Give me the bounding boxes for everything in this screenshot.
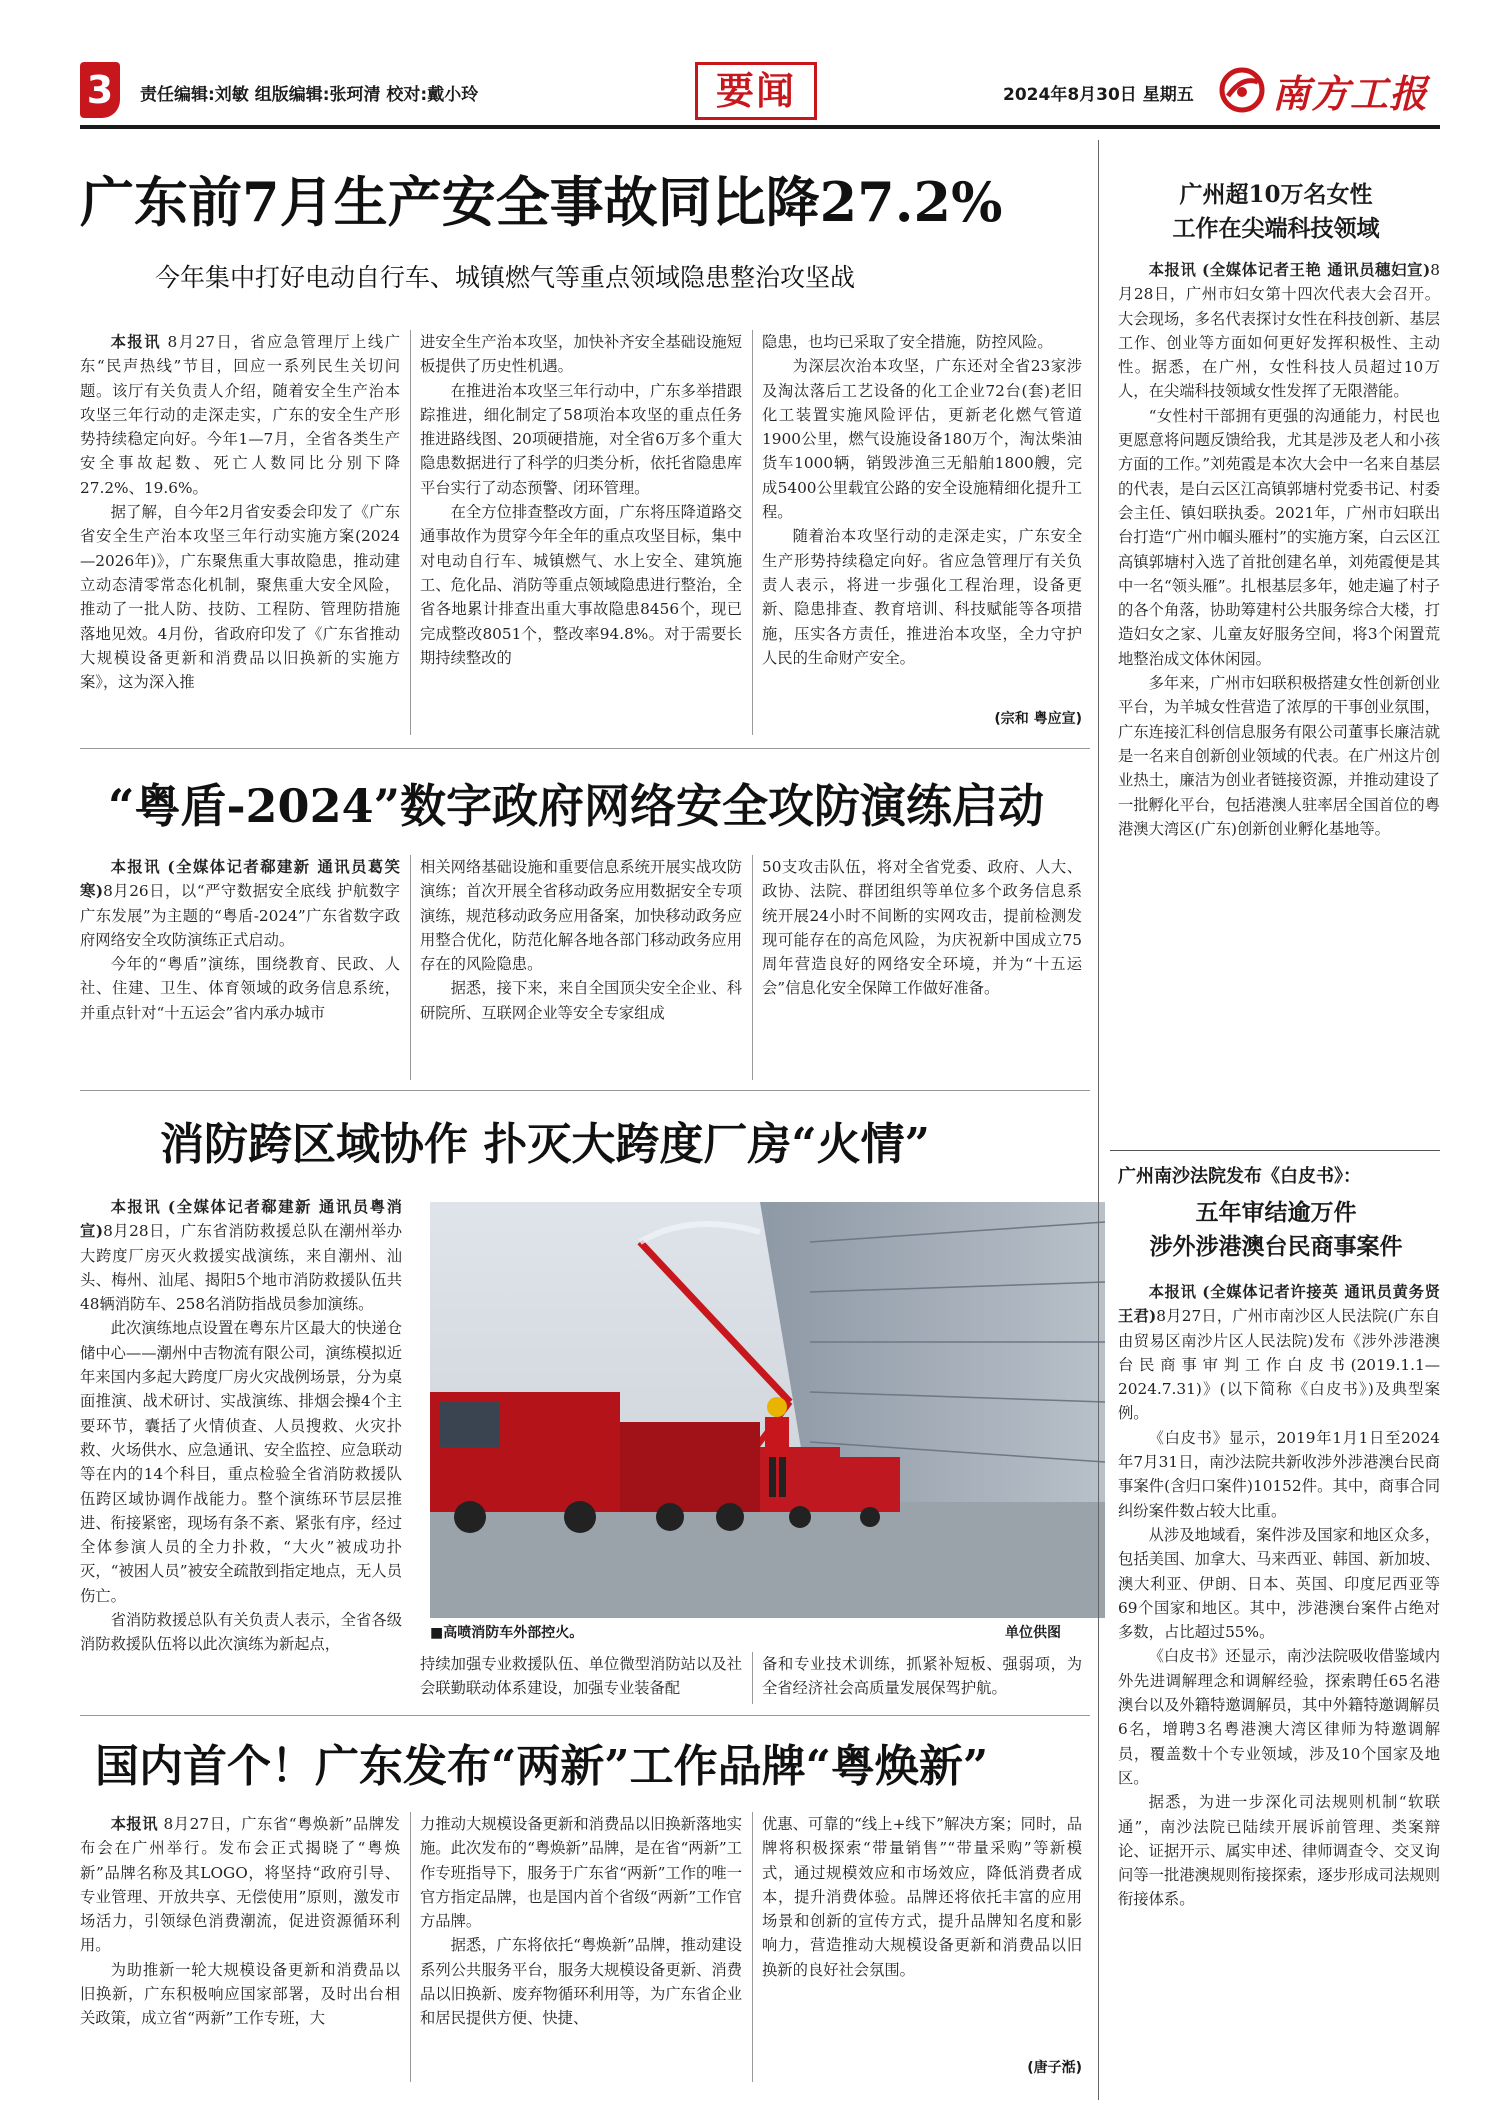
sidebar2-byline: (全媒体记者许接英 通讯员黄务贤 王君) — [1118, 1283, 1440, 1326]
sidebar1-title-line1: 广州超10万名女性 — [1179, 181, 1373, 208]
photo-credit: 单位供图 — [1005, 1625, 1061, 1641]
sidebar1-title-line2: 工作在尖端科技领域 — [1172, 215, 1380, 242]
article1-col1-p1: 8月27日，省应急管理厅上线广东“民声热线”节目，回应一系列民生关切问题。该厅有关负责人介绍，随着安全生产治本攻坚三年行动的走深走实，广东的安全生产形势持续稳定向好。今年1—7月，全省各类生产安全事故起数、死亡人数同比分别下降27.2%、19.6%。 — [80, 333, 400, 497]
article2-col1 — [80, 855, 400, 1025]
article1-col3 — [762, 330, 1082, 670]
article2-col1-p1: 8月26日，以“严守数据安全底线 护航数字广东发展”为主题的“粤盾-2024”广东省数字政府网络安全攻防演练正式启动。 — [80, 882, 400, 949]
column-divider — [752, 1652, 753, 1704]
article4-col1-p1: 8月27日，广东省“粤焕新”品牌发布会在广州举行。发布会正式揭晓了“粤焕新”品牌名称及其LOGO，将坚持“政府引导、专业管理、开放共享、无偿使用”原则，激发市场活力，引领绿色消费潮流，促进资源循环利用。 — [80, 1815, 400, 1955]
column-divider — [410, 855, 411, 1080]
article2-headline: “粤盾-2024”数字政府网络安全攻防演练启动 — [108, 779, 1045, 833]
article1-lead: 本报讯 — [110, 333, 162, 351]
sidebar2-title — [1112, 1196, 1440, 1264]
article1-headline: 广东前7月生产安全事故同比降27.2% — [80, 170, 1003, 234]
article3-lead: 本报讯 — [110, 1198, 162, 1216]
header-rule — [80, 125, 1440, 129]
article4-col2-p2: 据悉，广东将依托“粤焕新”品牌，推动建设系列公共服务平台，服务大规模设备更新、消费品以旧换新、废弃物循环利用等，为广东省企业和居民提供方便、快捷、 — [420, 1936, 742, 2028]
column-divider — [410, 1812, 411, 2082]
article1-col2-p3: 在全方位排查整改方面，广东将压降道路交通事故作为贯穿今年全年的重点攻坚目标，集中对电动自行车、城镇燃气、水上安全、建筑施工、危化品、消防等重点领域隐患进行整治，全省各地累计排查出重大事故隐患8456个，现已完成整改8051个，整改率94.8%。对于需要长期持续整改的 — [420, 503, 742, 667]
article3-col2-tail: 持续加强专业救援队伍、单位微型消防站以及社会联勤联动体系建设，加强专业装备配 — [420, 1655, 742, 1698]
section-tag: 要闻 — [695, 62, 817, 120]
sidebar1-byline: (全媒体记者王艳 通讯员穗妇宣) — [1201, 261, 1431, 279]
article1-col1 — [80, 330, 400, 694]
sidebar1-p2: “女性村干部拥有更强的沟通能力，村民也更愿意将问题反馈给我，尤其是涉及老人和小孩方面的工作。”刘苑霞是本次大会中一名来自基层的代表，是白云区江高镇郭塘村党委书记、村委会主任、镇妇联执委。2021年，广州市妇联出台打造“广州巾帼头雁村”的实施方案，白云区江高镇郭塘村入选了首批创建名单，刘苑霞便是其中一名“领头雁”。扎根基层多年，她走遍了村子的各个角落，协助筹建村公共服务综合大楼，打造妇女之家、儿童友好服务空间，将3个闲置荒地整治成文体休闲园。 — [1118, 406, 1440, 668]
article3-p3: 省消防救援总队有关负责人表示，全省各级消防救援队伍将以此次演练为新起点， — [80, 1611, 402, 1654]
masthead-title: 南方工报 — [1272, 70, 1429, 116]
article3-col2 — [420, 1652, 742, 1701]
article1-credit: (宗和 粤应宣) — [994, 711, 1082, 727]
article2-lead: 本报讯 — [110, 858, 162, 876]
editor-credits: 责任编辑:刘敏 组版编辑:张珂清 校对:戴小玲 — [140, 85, 479, 105]
article4-col1 — [80, 1812, 400, 2031]
article1-col3-p3: 随着治本攻坚行动的走深走实，广东安全生产形势持续稳定向好。省应急管理厅有关负责人表示，将进一步强化工程治理，设备更新、隐患排查、教育培训、科技赋能等各项措施，压实各方责任，推进治本攻坚，全力守护人民的生命财产安全。 — [762, 527, 1082, 667]
sidebar2-title-line1: 五年审结逾万件 — [1195, 1199, 1357, 1226]
sidebar1-p1: 8月28日，广州市妇女第十四次代表大会召开。大会现场，多名代表探讨女性在科技创新、基层工作、创业等方面如何更好发挥积极性、主动性。据悉，在广州，女性科技人员超过10万人，在尖端科技领域女性发挥了无限潜能。 — [1118, 261, 1440, 401]
sidebar-rule — [1110, 1150, 1440, 1151]
column-divider — [752, 855, 753, 1080]
page-number: 3 — [80, 62, 120, 118]
sidebar2-kicker: 广州南沙法院发布《白皮书》： — [1118, 1166, 1361, 1187]
article1-col3-p2: 为深层次治本攻坚，广东还对全省23家涉及淘汰落后工艺设备的化工企业72台(套)老旧化工装置实施风险评估，更新老化燃气管道1900公里，燃气设施设备180万个，淘汰柴油货车1000辆，销毁涉渔三无船舶1800艘，完成5400公里载宜公路的安全设施精细化提升工程。 — [762, 357, 1082, 522]
article-divider — [80, 1715, 1090, 1716]
article2-col2 — [420, 855, 742, 1025]
sidebar-divider — [1098, 140, 1099, 2100]
masthead-emblem-icon — [1218, 66, 1266, 114]
article4-col1-p2: 为助推新一轮大规模设备更新和消费品以旧换新，广东积极响应国家部署，及时出台相关政策，成立省“两新”工作专班，大 — [80, 1960, 400, 2028]
sidebar1-body — [1118, 258, 1440, 841]
article3-col3 — [762, 1652, 1082, 1701]
article4-col2-p1: 力推动大规模设备更新和消费品以旧换新落地实施。此次发布的“粤焕新”品牌，是在省“两新”工作专班指导下，服务于广东省“两新”工作的唯一官方指定品牌，也是国内首个省级“两新”工作官方品牌。 — [420, 1815, 742, 1931]
article4-col2 — [420, 1812, 742, 2031]
article4-col3-p1: 优惠、可靠的“线上+线下”解决方案；同时，品牌将积极探索“带量销售”“带量采购”等新模式，通过规模效应和市场效应，降低消费者成本，提升消费体验。品牌还将依托丰富的应用场景和创新的宣传方式，提升品牌知名度和影响力，营造推动大规模设备更新和消费品以旧换新的良好社会氛围。 — [762, 1815, 1082, 1979]
sidebar1-title — [1112, 178, 1440, 246]
article3-col1 — [80, 1195, 402, 1657]
fire-drill-photo — [430, 1202, 1105, 1618]
article3-p1: 8月28日，广东省消防救援总队在潮州举办大跨度厂房灭火救援实战演练，来自潮州、汕头、梅州、汕尾、揭阳5个地市消防救援队伍共48辆消防车、258名消防指战员参加演练。 — [80, 1222, 402, 1314]
article4-lead: 本报讯 — [110, 1815, 159, 1833]
sidebar2-p3: 从涉及地域看，案件涉及国家和地区众多，包括美国、加拿大、马来西亚、韩国、新加坡、澳大利亚、伊朗、日本、英国、印度尼西亚等69个国家和地区。其中，涉港澳台案件占绝对多数，占比超过55%。 — [1118, 1525, 1440, 1642]
sidebar2-title-line2: 涉外涉港澳台民商事案件 — [1149, 1233, 1403, 1260]
sidebar1-p3: 多年来，广州市妇联积极搭建女性创新创业平台，为羊城女性营造了浓厚的干事创业氛围，广东连接汇科创信息服务有限公司董事长廉洁就是一名来自创新创业领域的代表。在广州这片创业热土，廉洁为创业者链接资源，并推动建设了一批孵化平台，包括港澳人驻率居全国首位的粤港澳大湾区(广东)创新创业孵化基地等。 — [1118, 674, 1440, 838]
article3-headline: 消防跨区域协作 扑灭大跨度厂房“火情” — [160, 1119, 930, 1170]
issue-date: 2024年8月30日 星期五 — [1003, 85, 1194, 105]
photo-caption: ■高喷消防车外部控火。 — [430, 1625, 584, 1641]
column-divider — [752, 1812, 753, 2082]
sidebar1-lead: 本报讯 — [1148, 261, 1197, 279]
article1-col2-p1: 进安全生产治本攻坚，加快补齐安全基础设施短板提供了历史性机遇。 — [420, 333, 742, 376]
sidebar2-p1: 8月27日，广州市南沙区人民法院(广东自由贸易区南沙片区人民法院)发布《涉外涉港澳台民商事审判工作白皮书(2019.1.1—2024.7.31)》(以下简称《白皮书》)及典型案例。 — [1118, 1307, 1440, 1423]
article2-col2-p1: 相关网络基础设施和重要信息系统开展实战攻防演练；首次开展全省移动政务应用数据安全专项演练，规范移动政务应用备案，加快移动政务应用整合优化，防范化解各地各部门移动政务应用存在的风险隐患。 — [420, 858, 742, 974]
sidebar2-body — [1118, 1280, 1440, 1912]
article3-byline: (全媒体记者郗建新 通讯员粤消宣) — [80, 1198, 402, 1241]
column-divider — [410, 330, 411, 735]
article1-col2-p2: 在推进治本攻坚三年行动中，广东多举措跟踪推进，细化制定了58项治本攻坚的重点任务推进路线图、20项硬措施，对全省6万多个重大隐患数据进行了科学的归类分析，依托省隐患库平台实行了动态预警、闭环管理。 — [420, 381, 742, 497]
article1-subheadline: 今年集中打好电动自行车、城镇燃气等重点领域隐患整治攻坚战 — [155, 263, 856, 292]
article4-col3 — [762, 1812, 1082, 1982]
fire-drill-image — [430, 1202, 1105, 1618]
article-divider — [80, 1090, 1090, 1091]
article1-col3-p1: 隐患，也均已采取了安全措施，防控风险。 — [762, 333, 1053, 351]
article2-col3 — [762, 855, 1082, 1001]
masthead-logo — [1218, 60, 1440, 120]
article2-col1-p2: 今年的“粤盾”演练，围绕教育、民政、人社、住建、卫生、体育领域的政务信息系统，并重点针对“十五运会”省内承办城市 — [80, 955, 400, 1022]
article3-p2: 此次演练地点设置在粤东片区最大的快递仓储中心——潮州中吉物流有限公司，演练模拟近年来国内多起大跨度厂房火灾战例场景，分为桌面推演、战术研讨、实战演练、排烟会操4个主要环节，囊括了火情侦查、人员搜救、火灾扑救、火场供水、应急通讯、安全监控、应急联动等在内的14个科目，重点检验全省消防救援队伍跨区域协调作战能力。整个演练环节层层推进、衔接紧密，现场有条不紊、紧张有序，经过全体参演人员的全力扑救，“大火”被成功扑灭，“被困人员”被安全疏散到指定地点，无人员伤亡。 — [80, 1319, 402, 1605]
article4-credit: (唐子湉) — [1027, 2060, 1082, 2076]
sidebar2-p4: 《白皮书》还显示，南沙法院吸收借鉴域内外先进调解理念和调解经验，探索聘任65名港澳台以及外籍特邀调解员，其中外籍特邀调解员6名，增聘3名粤港澳大湾区律师为特邀调解员，覆盖数十个专业领域，涉及10个国家及地区。 — [1118, 1647, 1440, 1787]
column-divider — [752, 330, 753, 735]
sidebar2-lead: 本报讯 — [1148, 1283, 1197, 1301]
article2-byline: (全媒体记者郗建新 通讯员葛笑寒) — [80, 858, 400, 901]
article-divider — [80, 748, 1090, 749]
sidebar2-p2: 《白皮书》显示，2019年1月1日至2024年7月31日，南沙法院共新收涉外涉港澳台民商事案件(含归口案件)10152件。其中，商事合同纠纷案件数占较大比重。 — [1118, 1428, 1440, 1520]
article1-col1-p2: 据了解，自今年2月省安委会印发了《广东省安全生产治本攻坚三年行动实施方案(2024—2026年)》，广东聚焦重大事故隐患，推动建立动态清零常态化机制，聚焦重大安全风险，推动了一批人防、技防、工程防、管理防措施落地见效。4月份，省政府印发了《广东省推动大规模设备更新和消费品以旧换新的实施方案》，这为深入推 — [80, 503, 400, 692]
article2-col2-p2: 据悉，接下来，来自全国顶尖安全企业、科研院所、互联网企业等安全专家组成 — [420, 979, 742, 1022]
sidebar2-p5: 据悉，为进一步深化司法规则机制“软联通”，南沙法院已陆续开展诉前管理、类案辩论、证据开示、属实申述、律师调查令、交叉询问等一批港澳规则衔接探索，逐步形成司法规则衔接体系。 — [1118, 1793, 1440, 1909]
article2-col3-p1: 50支攻击队伍，将对全省党委、政府、人大、政协、法院、群团组织等单位多个政务信息系统开展24小时不间断的实网攻击，提前检测发现可能存在的高危风险，为庆祝新中国成立75周年营造良好的网络安全环境，并为“十五运会”信息化安全保障工作做好准备。 — [762, 858, 1082, 998]
article4-headline: 国内首个！广东发布“两新”工作品牌“粤焕新” — [95, 1741, 989, 1792]
article3-col3-tail: 备和专业技术训练，抓紧补短板、强弱项，为全省经济社会高质量发展保驾护航。 — [762, 1655, 1082, 1698]
article1-col2 — [420, 330, 742, 670]
